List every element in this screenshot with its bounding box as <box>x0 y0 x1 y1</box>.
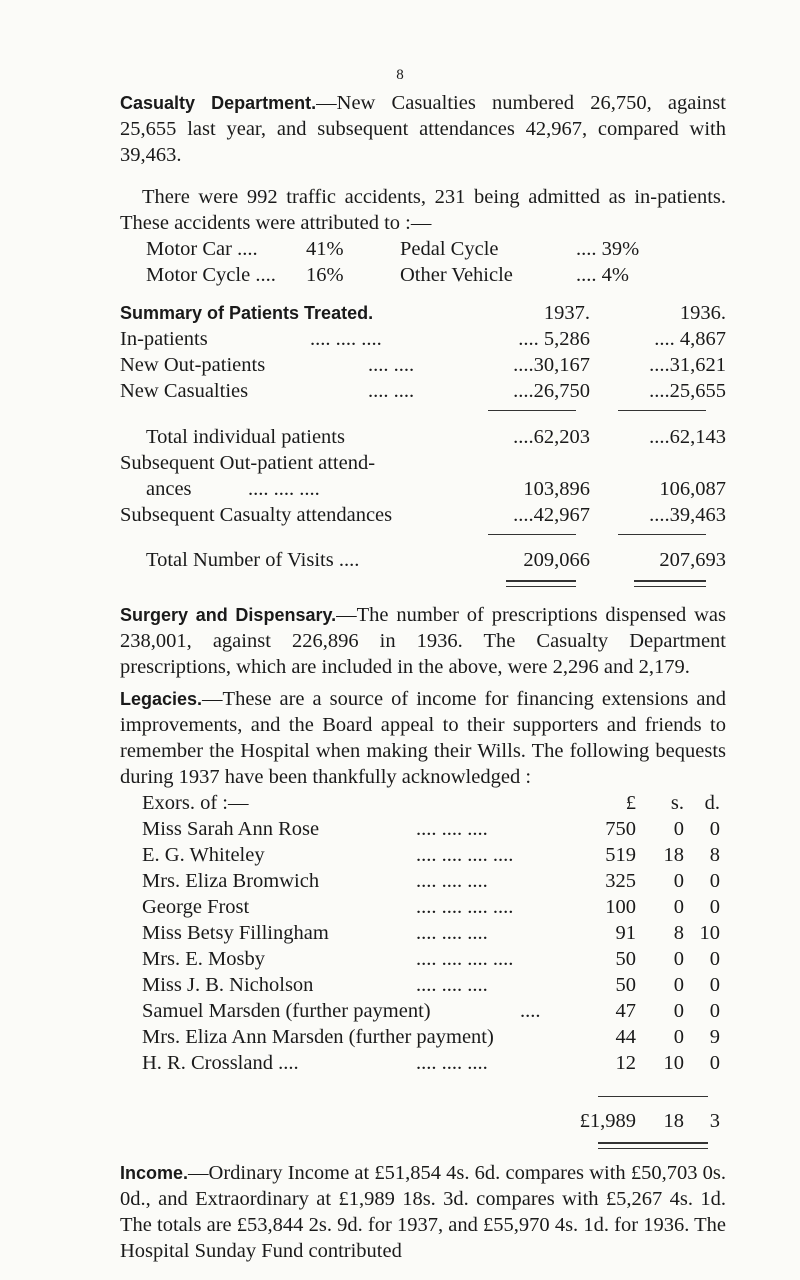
legacy-shillings: 0 <box>673 1026 684 1048</box>
legacy-pounds: 50 <box>615 974 636 996</box>
value-1937: ....42,967 <box>513 504 590 526</box>
legacies-paragraph <box>120 686 726 790</box>
legacies-table <box>120 790 726 1076</box>
legacy-pence: 9 <box>709 1026 720 1048</box>
legacy-pounds: 325 <box>605 870 636 892</box>
value-1937: ....30,167 <box>513 354 590 376</box>
summary-dots: .... .... <box>368 380 415 402</box>
legacy-name: H. R. Crossland .... <box>142 1052 299 1074</box>
legacy-name: Mrs. E. Mosby <box>142 948 266 970</box>
legacy-pence: 8 <box>709 844 720 866</box>
value-1937: 103,896 <box>523 478 590 500</box>
legacy-pounds: 519 <box>605 844 636 866</box>
legacy-pence: 0 <box>709 974 720 996</box>
legacies-total <box>120 1108 726 1134</box>
value-1936: ....39,463 <box>649 504 726 526</box>
summary-label: ances <box>146 478 192 500</box>
subtotal-rule <box>618 534 706 535</box>
legacy-row <box>120 946 726 972</box>
legacy-row <box>120 894 726 920</box>
value-1936: .... 4,867 <box>654 328 726 350</box>
surgery-text: —The number of prescriptions dispensed was 238,001, against 226,896 in 1936. The Casualty Department prescriptions, which are included in the above, were 2,296 and 2,179. <box>120 604 726 678</box>
subtotal-rule <box>488 534 576 535</box>
summary-row <box>120 378 726 404</box>
surgery-heading: Surgery and Dispensary. <box>120 605 337 625</box>
value-1936: ....62,143 <box>649 426 726 448</box>
legacy-shillings: 10 <box>663 1052 684 1074</box>
legacy-pence: 0 <box>709 818 720 840</box>
total-pence: 3 <box>709 1110 720 1132</box>
total-double-rule <box>634 580 706 587</box>
traffic-label: Motor Cycle .... <box>146 264 276 286</box>
legacy-pounds: 47 <box>615 1000 636 1022</box>
summary-row <box>120 352 726 378</box>
subtotal-rule <box>618 410 706 411</box>
legacy-name: Mrs. Eliza Ann Marsden (further payment) <box>142 1026 494 1048</box>
legacy-shillings: 18 <box>663 844 684 866</box>
summary-dots: .... .... .... <box>310 328 382 350</box>
traffic-text: There were 992 traffic accidents, 231 being admitted as in-patients. These accidents were attributed to :— <box>120 186 726 234</box>
col-shillings: s. <box>670 792 684 814</box>
legacy-pence: 0 <box>709 1000 720 1022</box>
income-text: —Ordinary Income at £51,854 4s. 6d. compares with £50,703 0s. 0d., and Extraordinary at £1,989 18s. 3d. compares with £5,267 4s. 1d. The totals are £53,844 2s. 9d. for 1937, and £55,970 4s. 1d. for 1936. The Hospital Sunday Fund contributed <box>120 1162 726 1262</box>
value-1937: ....26,750 <box>513 380 590 402</box>
legacy-name: Miss Sarah Ann Rose <box>142 818 320 840</box>
summary-label: New Casualties <box>120 380 249 402</box>
summary-totals <box>120 424 726 528</box>
traffic-row <box>120 262 726 288</box>
traffic-label: Motor Car .... <box>146 238 258 260</box>
subtotal-rule <box>488 410 576 411</box>
surgery-paragraph <box>120 602 726 680</box>
legacies-header-row <box>120 790 726 816</box>
legacy-name: E. G. Whiteley <box>142 844 265 866</box>
total-double-rule <box>506 580 576 587</box>
summary-dots: .... .... .... <box>248 478 320 500</box>
legacy-dots: .... .... .... .... <box>416 844 514 866</box>
legacy-shillings: 0 <box>673 974 684 996</box>
legacy-shillings: 0 <box>673 948 684 970</box>
summary-label: In-patients <box>120 328 208 350</box>
legacy-name: Miss Betsy Fillingham <box>142 922 329 944</box>
col-1936: 1936. <box>679 302 726 324</box>
traffic-row <box>120 236 726 262</box>
summary-header-row <box>120 300 726 326</box>
legacy-row <box>120 1024 726 1050</box>
col-pence: d. <box>704 792 720 814</box>
legacy-pounds: 44 <box>615 1026 636 1048</box>
traffic-pct: 16% <box>306 264 344 286</box>
summary-row <box>120 450 726 476</box>
legacy-dots: .... .... .... <box>416 870 488 892</box>
traffic-pct: 41% <box>306 238 344 260</box>
legacy-pence: 0 <box>709 870 720 892</box>
col-pounds: £ <box>625 792 636 814</box>
casualty-heading: Casualty Department. <box>120 93 317 113</box>
summary-label: New Out-patients <box>120 354 266 376</box>
legacy-name: Miss J. B. Nicholson <box>142 974 314 996</box>
income-heading: Income. <box>120 1163 189 1183</box>
legacy-shillings: 0 <box>673 896 684 918</box>
casualty-paragraph <box>120 90 726 168</box>
legacy-dots: .... .... .... <box>416 1052 488 1074</box>
legacy-shillings: 0 <box>673 870 684 892</box>
legacy-pence: 0 <box>709 948 720 970</box>
legacy-name: George Frost <box>142 896 250 918</box>
legacies-total-row <box>120 1108 726 1134</box>
legacy-shillings: 0 <box>673 1000 684 1022</box>
visits-total <box>120 547 726 573</box>
summary-label: Subsequent Out-patient attend- <box>120 452 376 474</box>
legacy-dots: .... <box>520 1000 541 1022</box>
traffic-paragraph <box>120 184 726 236</box>
legacy-pence: 0 <box>709 1052 720 1074</box>
subtotal-rule <box>598 1096 708 1097</box>
value-1936: ....25,655 <box>649 380 726 402</box>
legacy-pence: 0 <box>709 896 720 918</box>
summary-label: Total Number of Visits .... <box>146 549 360 571</box>
summary-row <box>120 476 726 502</box>
traffic-label: Other Vehicle <box>400 264 513 286</box>
legacy-row <box>120 868 726 894</box>
income-paragraph <box>120 1160 726 1264</box>
legacy-pence: 10 <box>699 922 720 944</box>
value-1936: ....31,621 <box>649 354 726 376</box>
total-shillings: 18 <box>663 1110 684 1132</box>
legacy-dots: .... .... .... .... <box>416 948 514 970</box>
total-pounds: £1,989 <box>579 1110 636 1132</box>
summary-dots: .... .... <box>368 354 415 376</box>
legacy-row <box>120 972 726 998</box>
legacy-dots: .... .... .... <box>416 974 488 996</box>
legacy-name: Mrs. Eliza Bromwich <box>142 870 320 892</box>
traffic-pct: .... 39% <box>576 238 640 260</box>
legacy-row <box>120 998 726 1024</box>
summary-heading: Summary of Patients Treated. <box>120 303 374 323</box>
legacy-row <box>120 920 726 946</box>
legacy-pounds: 750 <box>605 818 636 840</box>
value-1936: 207,693 <box>659 549 726 571</box>
legacy-shillings: 0 <box>673 818 684 840</box>
traffic-label: Pedal Cycle <box>400 238 499 260</box>
legacy-pounds: 50 <box>615 948 636 970</box>
legacy-row <box>120 842 726 868</box>
traffic-breakdown <box>120 236 726 288</box>
col-1937: 1937. <box>543 302 590 324</box>
legacies-heading: Legacies. <box>120 689 203 709</box>
summary-label: Subsequent Casualty attendances <box>120 504 393 526</box>
value-1936: 106,087 <box>659 478 726 500</box>
legacy-dots: .... .... .... <box>416 922 488 944</box>
traffic-pct: .... 4% <box>576 264 629 286</box>
casualty-text: —New Casualties numbered 26,750, against 25,655 last year, and subsequent attendances 42,967, compared with 39,463. <box>120 92 726 166</box>
legacy-name: Samuel Marsden (further payment) <box>142 1000 431 1022</box>
value-1937: ....62,203 <box>513 426 590 448</box>
total-double-rule <box>598 1142 708 1149</box>
legacy-dots: .... .... .... <box>416 818 488 840</box>
summary-row <box>120 502 726 528</box>
summary-row <box>120 547 726 573</box>
legacy-pounds: 12 <box>615 1052 636 1074</box>
summary-label: Total individual patients <box>146 426 345 448</box>
summary-table <box>120 300 726 404</box>
legacy-dots: .... .... .... .... <box>416 896 514 918</box>
legacy-row <box>120 816 726 842</box>
legacy-pounds: 91 <box>615 922 636 944</box>
summary-row <box>120 326 726 352</box>
value-1937: 209,066 <box>523 549 590 571</box>
exors-label: Exors. of :— <box>142 792 249 814</box>
value-1937: .... 5,286 <box>518 328 590 350</box>
page-number: 8 <box>396 67 404 83</box>
legacy-row <box>120 1050 726 1076</box>
summary-row <box>120 424 726 450</box>
legacy-pounds: 100 <box>605 896 636 918</box>
legacy-shillings: 8 <box>673 922 684 944</box>
legacies-text: —These are a source of income for financing extensions and improvements, and the Board appeal to their supporters and friends to remember the Hospital when making their Wills. The following bequests during 1937 have been thankfully acknowledged : <box>120 688 726 788</box>
